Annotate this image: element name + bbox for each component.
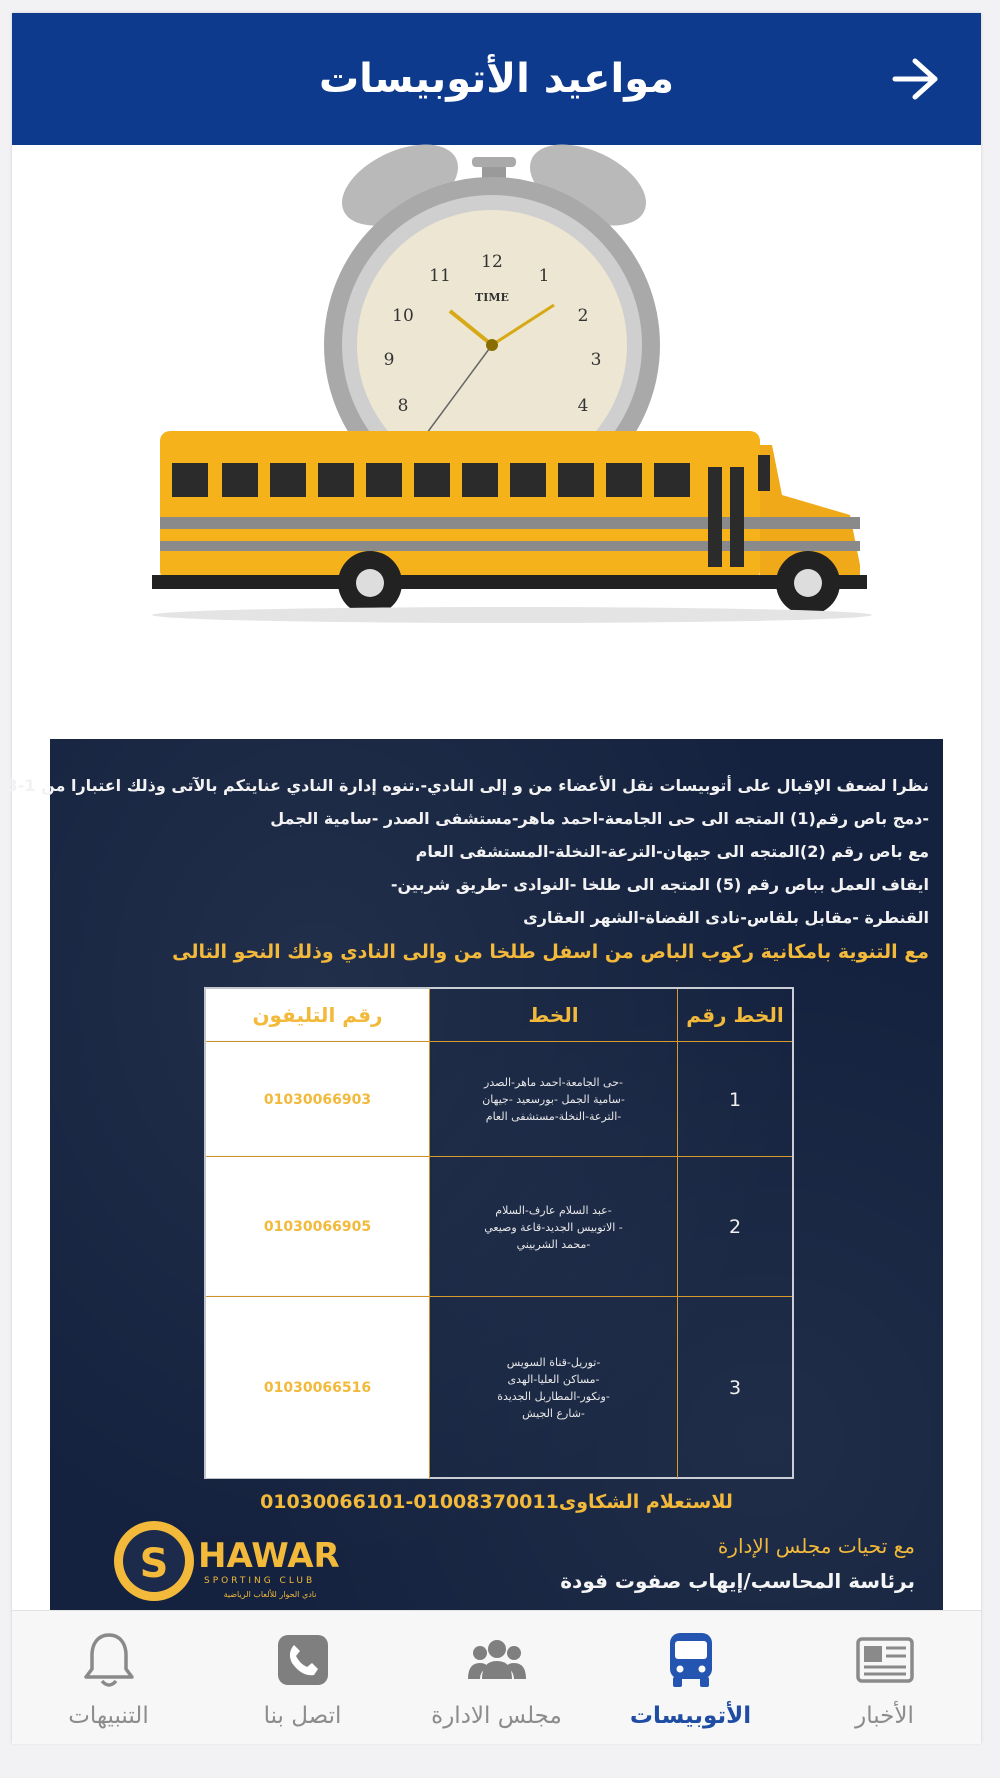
chairman-text: برئاسة المحاسب/إيهاب صفوت فودة [560, 1569, 915, 1593]
flyer-note: ايقاف العمل بباص رقم (5) المتجه الى طلخا -النوادى -طريق شربين- [390, 875, 929, 894]
nav-item-notifications[interactable] [12, 1611, 205, 1744]
clock-number-12: 12 [481, 252, 503, 272]
stop-text: -الترعة-النخلة-مستشفى العام [485, 1110, 622, 1123]
table-row [206, 1041, 792, 1157]
line-number: 3 [677, 1297, 792, 1478]
line-phone: 01030066905 [206, 1157, 429, 1297]
header-phone: رقم التليفون [206, 989, 429, 1041]
stop-text: -شارع الجيش [522, 1406, 585, 1420]
header-line: الخط [429, 989, 677, 1041]
stop-text: -ونكور-المطاربل الجديدة [497, 1389, 610, 1403]
line-number: 1 [677, 1042, 792, 1157]
logo-name: HAWAR [198, 1536, 340, 1576]
flyer-notice: مع التنوية بامكانية ركوب الباص من اسفل طلخا من والى النادي وذلك النحو التالى [172, 941, 929, 963]
logo-arabic: نادي الحوار للألعاب الرياضية [223, 1590, 317, 1599]
bell-icon [78, 1629, 140, 1691]
nav-item-contact[interactable] [206, 1611, 399, 1744]
flyer-note: القنطرة -مقابل بلقاس-نادى القضاة-الشهر العقارى [523, 908, 929, 927]
logo-subtitle: SPORTING CLUB [204, 1576, 316, 1586]
schedule-flyer [0, 739, 943, 1739]
stop-text: -حى الجامعة-احمد ماهر-الصدر [484, 1076, 623, 1089]
stop-text: -مساكن العليا-الهدى [507, 1372, 600, 1386]
line-phone: 01030066903 [206, 1042, 429, 1157]
nav-item-buses[interactable] [594, 1611, 787, 1744]
clock-number-4: 4 [577, 396, 589, 416]
clock-number-9: 9 [383, 350, 395, 370]
flyer-note: -دمج باص رقم(1) المتجه الى حى الجامعة-احمد ماهر-مستشفى الصدر -سامية الجمل [270, 809, 929, 828]
line-stops [429, 1297, 677, 1478]
flyer-notes [0, 769, 929, 969]
clock-number-11: 11 [429, 266, 451, 286]
table-row [206, 1296, 792, 1478]
clock-number-8: 8 [397, 396, 409, 416]
line-stops [429, 1042, 677, 1157]
nav-item-news[interactable] [788, 1611, 981, 1744]
nav-label: الأتوبيسات [629, 1703, 752, 1729]
stop-text: -توريل-قناة السويس [506, 1355, 601, 1369]
nav-label: الأخبار [855, 1703, 914, 1729]
line-phone: 01030066516 [206, 1297, 429, 1478]
clock-time-label: TIME [475, 291, 509, 304]
flyer-note: مع باص رقم (2)المتجه الى جيهان-الترعة-النخلة-المستشفى العام [415, 842, 929, 861]
nav-label: التنبيهات [68, 1703, 149, 1729]
bus-clock-illustration [12, 145, 981, 735]
phone-icon [272, 1629, 334, 1691]
stop-text: -محمد الشربيني [516, 1237, 591, 1251]
nav-label: اتصل بنا [263, 1703, 342, 1729]
complaints-phone: للاستعلام الشكاوى01008370011-01030066101 [260, 1491, 733, 1513]
hawar-club-logo [110, 1509, 350, 1609]
group-icon [466, 1629, 528, 1691]
line-stops [429, 1157, 677, 1297]
clock-number-1: 1 [538, 266, 550, 286]
flyer-note: نظرا لضعف الإقبال على أتوبيسات نقل الأعضاء من و إلى النادي-.تنوه إدارة النادي عنايتكم بالآتى وذلك اعتبارا من 1-3- [0, 776, 929, 795]
table-header-row [206, 989, 792, 1041]
nav-label: مجلس الادارة [431, 1703, 562, 1729]
header-line-number: الخط رقم [677, 989, 792, 1041]
back-arrow-icon[interactable] [889, 55, 941, 103]
table-row [206, 1156, 792, 1297]
svg-text:S: S [139, 1541, 169, 1587]
clock-number-2: 2 [577, 306, 589, 326]
greeting-text: مع تحيات مجلس الإدارة [717, 1534, 915, 1558]
newspaper-icon [854, 1629, 916, 1691]
stop-text: -سامية الجمل -بورسعيد -جيهان [482, 1093, 625, 1106]
line-number: 2 [677, 1157, 792, 1297]
stop-text: -عبد السلام عارف-السلام [495, 1203, 612, 1217]
bottom-navigation [12, 1610, 981, 1744]
app-screen [0, 13, 981, 1743]
bus-icon [660, 1629, 722, 1691]
clock-number-3: 3 [590, 350, 602, 370]
clock-number-10: 10 [392, 306, 414, 326]
stop-text: - الاتوبيس الجديد-قاعة وصيعي [484, 1220, 623, 1234]
app-bar [12, 13, 981, 145]
page-title: مواعيد الأتوبيسات [318, 56, 675, 102]
bus-lines-table [204, 987, 794, 1479]
nav-item-board[interactable] [400, 1611, 593, 1744]
